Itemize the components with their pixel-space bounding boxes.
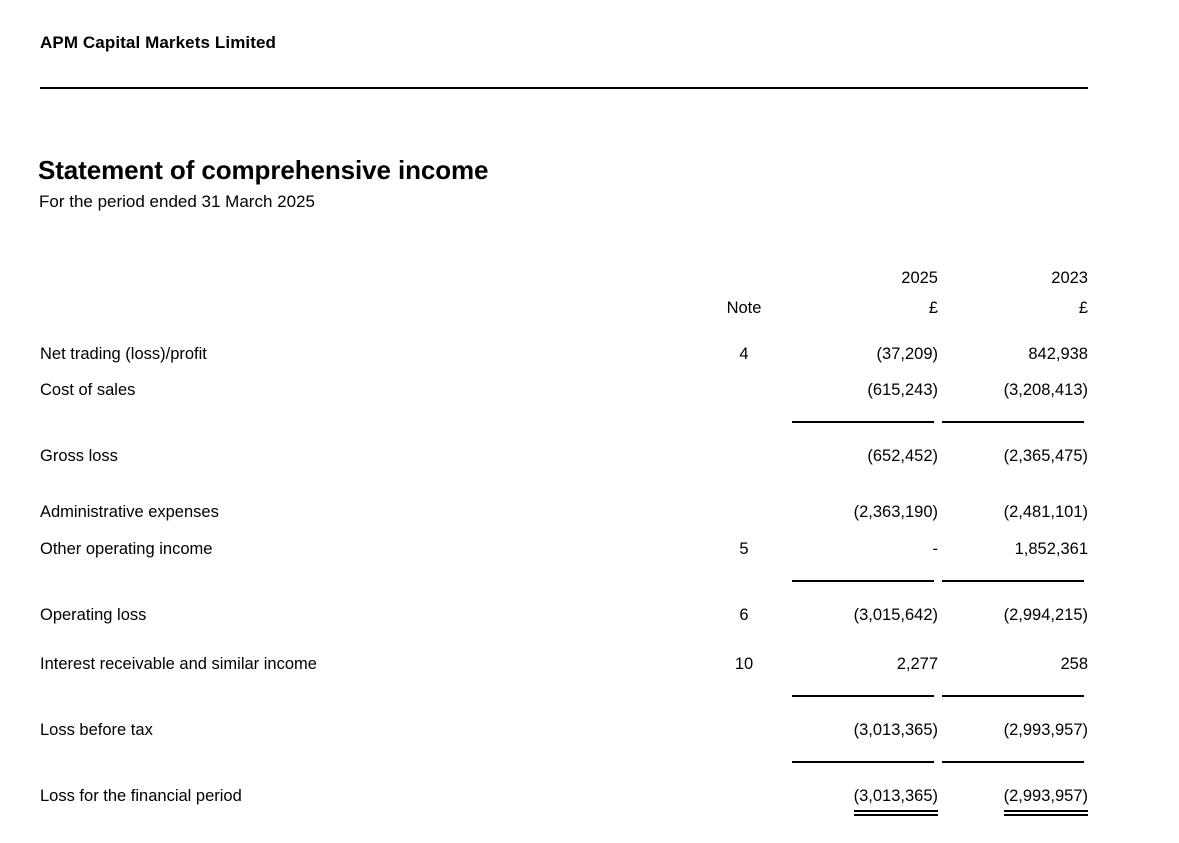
column-header-currency-current: £ [928,298,938,317]
row-value-current: (3,015,642) [853,606,938,624]
running-header: APM Capital Markets Limited [40,33,277,52]
row-value-current: (652,452) [867,447,938,465]
header-note-spacer [700,252,788,286]
row-note [700,429,788,465]
row-note: 4 [739,345,749,363]
row-label: Other operating income [40,540,213,558]
table-row [40,484,1088,521]
total-value-current: (3,013,365) [853,787,938,805]
total-underline-current [854,788,938,805]
table-row [40,316,1088,363]
row-value-prior: (3,208,413) [1003,381,1088,399]
row-value-current: - [932,540,938,558]
header-spacer [40,252,700,286]
row-value-current: (37,209) [876,345,938,363]
rule-spacer-note [700,558,788,588]
row-label: Net trading (loss)/profit [40,345,207,363]
table-row [40,521,1088,558]
row-note: 5 [739,540,749,558]
subtotal-rule-row [40,558,1088,588]
row-note: 6 [739,606,749,624]
column-header-year-current: 2025 [901,268,938,287]
row-note [700,363,788,399]
subtotal-rule-current [788,673,938,703]
total-underline-prior [1004,788,1088,805]
row-gap [40,624,1088,636]
subtotal-rule-row [40,399,1088,429]
header-divider [40,87,1088,89]
subtotal-rule-prior [938,673,1088,703]
row-note: 10 [734,655,754,673]
row-note [700,703,788,739]
row-note [700,769,788,805]
income-statement-table [40,252,1088,805]
row-label: Loss before tax [40,721,153,739]
table-header-years [40,252,1088,286]
header-spacer-2 [40,286,700,316]
row-label: Administrative expenses [40,503,219,521]
rule-spacer [40,399,700,429]
rule-spacer [40,558,700,588]
table-row-total [40,769,1088,805]
subtotal-rule-current [788,558,938,588]
page-subtitle: For the period ended 31 March 2025 [39,192,315,211]
table-row [40,636,1088,673]
rule-spacer [40,673,700,703]
total-rule-prior [938,739,1088,769]
row-value-current: (3,013,365) [853,721,938,739]
row-value-prior: (2,481,101) [1003,503,1088,521]
row-value-current: 2,277 [896,655,938,673]
rule-spacer-note [700,399,788,429]
subtotal-rule-prior [938,399,1088,429]
rule-spacer [40,739,700,769]
row-label: Gross loss [40,447,118,465]
row-value-prior: (2,993,957) [1003,721,1088,739]
table-row [40,588,1088,624]
subtotal-rule-current [788,399,938,429]
row-gap [40,465,1088,484]
subtotal-rule-row [40,673,1088,703]
row-value-prior: 258 [1060,655,1088,673]
table-header-currency [40,286,1088,316]
subtotal-rule-prior [938,558,1088,588]
rule-spacer-note [700,673,788,703]
subtotal-rule-row [40,739,1088,769]
row-label: Interest receivable and similar income [40,655,317,673]
row-value-current [788,769,938,805]
total-rule-current [788,739,938,769]
row-value-prior: 1,852,361 [1014,540,1088,558]
row-label: Cost of sales [40,381,136,399]
row-value-prior: 842,938 [1028,345,1088,363]
page-title: Statement of comprehensive income [38,155,489,185]
row-value-prior: (2,994,215) [1003,606,1088,624]
row-value-current: (615,243) [867,381,938,399]
rule-spacer-note [700,739,788,769]
table-row [40,429,1088,465]
table-row [40,363,1088,399]
column-header-year-prior: 2023 [1051,268,1088,287]
row-value-prior: (2,365,475) [1003,447,1088,465]
row-label: Loss for the financial period [40,787,242,805]
row-label: Operating loss [40,606,147,624]
column-header-currency-prior: £ [1078,298,1088,317]
column-header-note: Note [726,298,762,317]
row-value-current: (2,363,190) [853,503,938,521]
total-value-prior: (2,993,957) [1003,787,1088,805]
row-value-prior [938,769,1088,805]
table-row [40,703,1088,739]
row-note [700,484,788,521]
